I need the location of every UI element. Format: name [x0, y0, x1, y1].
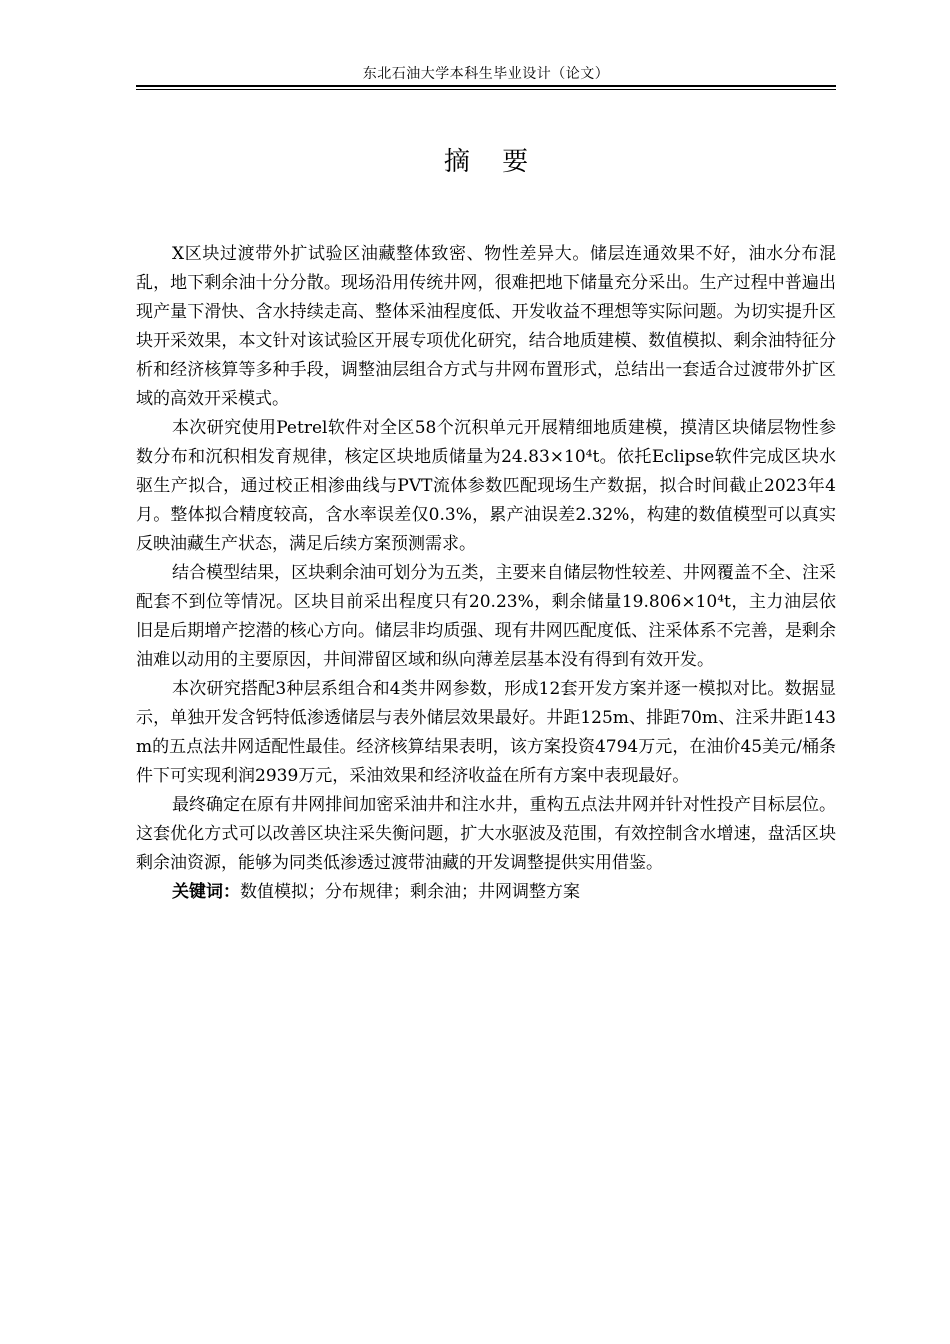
keywords-line: [136, 878, 836, 907]
keywords-text: 数值模拟；分布规律；剩余油；井网调整方案: [240, 882, 580, 902]
abstract-paragraph-4: 本次研究搭配3种层系组合和4类井网参数，形成12套开发方案并逐一模拟对比。数据显示，单独开发含钙特低渗透储层与表外储层效果最好。井距125m、排距70m、注采井距143m的五点法井网适配性最佳。经济核算结果表明，该方案投资4794万元，在油价45美元/桶条件下可实现利润2939万元，采油效果和经济收益在所有方案中表现最好。: [136, 679, 836, 786]
abstract-title: 摘 要: [443, 147, 541, 177]
abstract-paragraph-1: X区块过渡带外扩试验区油藏整体致密、物性差异大。储层连通效果不好，油水分布混乱，地下剩余油十分分散。现场沿用传统井网，很难把地下储量充分采出。生产过程中普遍出现产量下滑快、含水持续走高、整体采油程度低、开发收益不理想等实际问题。为切实提升区块开采效果，本文针对该试验区开展专项优化研究，结合地质建模、数值模拟、剩余油特征分析和经济核算等多种手段，调整油层组合方式与井网布置形式，总结出一套适合过渡带外扩区域的高效开采模式。: [136, 244, 836, 409]
abstract-paragraph-2: 本次研究使用Petrel软件对全区58个沉积单元开展精细地质建模，摸清区块储层物性参数分布和沉积相发育规律，核定区块地质储量为24.83×10⁴t。依托Eclipse软件完成区块水驱生产拟合，通过校正相渗曲线与PVT流体参数匹配现场生产数据，拟合时间截止2023年4月。整体拟合精度较高，含水率误差仅0.3%，累产油误差2.32%，构建的数值模型可以真实反映油藏生产状态，满足后续方案预测需求。: [136, 418, 836, 554]
running-header: 东北石油大学本科生毕业设计（论文）: [362, 66, 610, 82]
keywords-label: 关键词：: [172, 882, 240, 902]
abstract-body: [136, 240, 836, 907]
abstract-paragraph-5: 最终确定在原有井网排间加密采油井和注水井，重构五点法井网并针对性投产目标层位。这套优化方式可以改善区块注采失衡问题，扩大水驱波及范围，有效控制含水增速，盘活区块剩余油资源，能够为同类低渗透过渡带油藏的开发调整提供实用借鉴。: [136, 795, 836, 873]
abstract-paragraph-3: 结合模型结果，区块剩余油可划分为五类，主要来自储层物性较差、井网覆盖不全、注采配套不到位等情况。区块目前采出程度只有20.23%，剩余储量19.806×10⁴t，主力油层依旧是后期增产挖潜的核心方向。储层非均质强、现有井网匹配度低、注采体系不完善，是剩余油难以动用的主要原因，井间滞留区域和纵向薄差层基本没有得到有效开发。: [136, 563, 836, 670]
header-rule-thin: [136, 89, 836, 90]
header-rule-thick: [136, 85, 836, 87]
